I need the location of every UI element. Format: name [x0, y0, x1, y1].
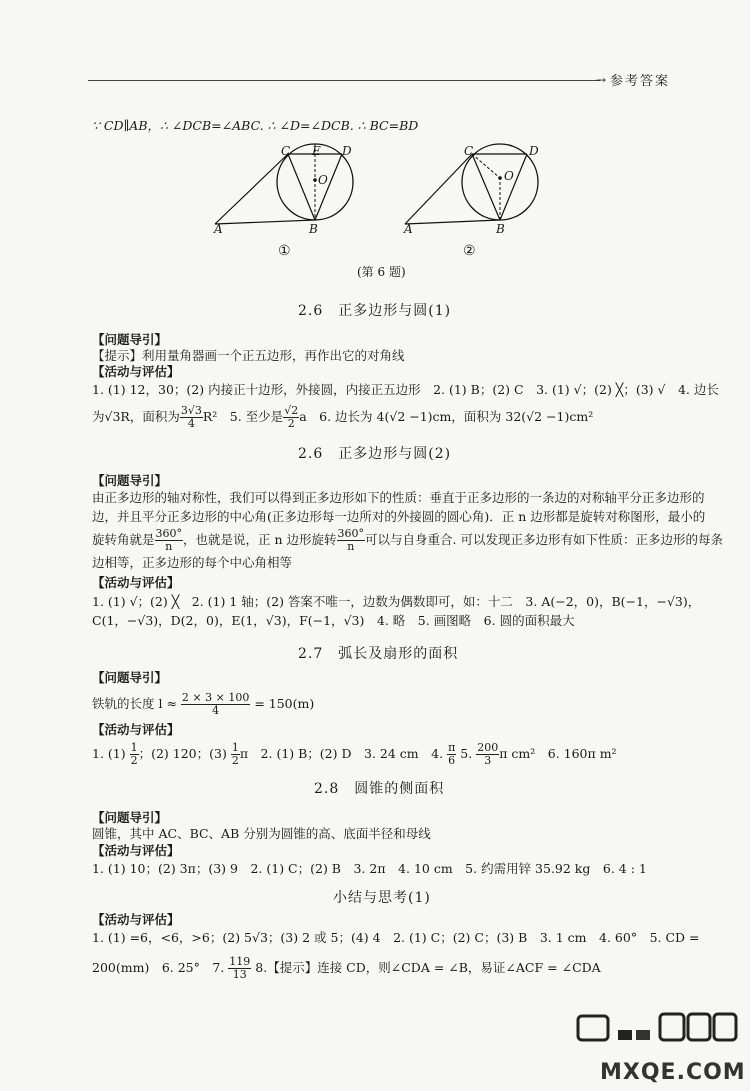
- frac-num: 3√3: [180, 404, 202, 417]
- s27-formula: [92, 692, 314, 717]
- line-cb: [288, 154, 315, 220]
- fraction: [283, 405, 299, 430]
- figure-1-number: ①: [278, 243, 291, 259]
- label-d1: D: [342, 144, 352, 158]
- frac-den: 4: [212, 704, 220, 717]
- s26a-ans2-b: R² 5. 至少是: [202, 409, 284, 424]
- s26b-guide-tag: 【问题导引】: [92, 473, 168, 488]
- label-o2: O: [504, 169, 514, 183]
- s27-guide-tag: 【问题导引】: [92, 670, 168, 685]
- frac-num: 200: [477, 741, 499, 754]
- s26b-answer-2: C(1，−√3)，D(2，0)，E(1，√3)，F(−1，√3) 4. 略 5. 画图略 6. 圆的面积最大: [92, 613, 575, 628]
- s26a-guide-tag: 【问题导引】: [92, 332, 168, 347]
- label-a2: A: [404, 222, 413, 236]
- s26b-text-4: 边相等，正多边形的每个中心角相等: [92, 555, 293, 570]
- frac-num: 1: [130, 741, 138, 754]
- frac-num: 119: [229, 955, 251, 968]
- s28-guide-tag: 【问题导引】: [92, 810, 168, 825]
- s26a-eval-tag: 【活动与评估】: [92, 364, 180, 379]
- s27-d: 5.: [460, 746, 473, 761]
- frac-den: 2: [287, 417, 295, 430]
- heading-2-8: 2.8 圆锥的侧面积: [314, 781, 445, 797]
- label-o1: O: [318, 173, 328, 187]
- label-d2: D: [529, 144, 539, 158]
- s27-formula-b: = 150(m): [254, 696, 315, 711]
- s26a-answer-2: [92, 405, 593, 430]
- s26b-t3-a: 旋转角就是: [92, 532, 155, 547]
- fraction: [447, 742, 456, 767]
- line-ab-2: [405, 220, 500, 224]
- sum1-answer-1: 1. (1) =6，<6，>6；(2) 5√3；(3) 2 或 5；(4) 4 2. (1) C；(2) C；(3) B 3. 1 cm 4. 60° 5. CD =: [92, 930, 700, 945]
- sum1-a: 200(mm) 6. 25° 7.: [92, 960, 225, 975]
- header-rule: [88, 80, 600, 81]
- label-e1: E: [312, 144, 321, 158]
- center-o-2: [498, 176, 502, 180]
- frac-den: 13: [232, 968, 247, 981]
- label-b1: B: [309, 222, 318, 236]
- line-cb-2: [472, 154, 500, 220]
- s27-e: π cm² 6. 160π m²: [499, 746, 617, 761]
- line-db-2: [500, 154, 527, 220]
- sum1-b: 8.【提示】连接 CD，则∠CDA = ∠B，易证∠ACF = ∠CDA: [255, 960, 601, 975]
- s27-a: 1. (1): [92, 746, 126, 761]
- label-c1: C: [281, 144, 291, 158]
- figure-2-number: ②: [463, 243, 476, 259]
- s26a-answer-1: 1. (1) 12，30；(2) 内接正十边形，外接圆，内接正五边形 2. (1) B；(2) C 3. (1) √；(2) ╳；(3) √ 4. 边长: [92, 382, 719, 397]
- label-c2: C: [464, 144, 474, 158]
- fraction: [228, 956, 251, 981]
- header-title: 参考答案: [610, 74, 671, 89]
- center-o: [313, 178, 317, 182]
- s26b-t3-c: 可以与自身重合. 可以发现正多边形有如下性质：正多边形的每条: [365, 532, 723, 547]
- frac-num: 1: [231, 741, 239, 754]
- fraction: [337, 528, 366, 553]
- line-ca-2: [405, 154, 472, 224]
- heading-2-6-1: 2.6 正多边形与圆(1): [298, 303, 452, 319]
- s27-answer: [92, 742, 617, 767]
- frac-den: 4: [187, 417, 195, 430]
- s26b-text-1: 由正多边形的轴对称性，我们可以得到正多边形如下的性质：垂直于正多边形的一条边的对称轴平分正多边形的: [92, 490, 705, 505]
- fraction: [476, 742, 499, 767]
- frac-den: 2: [231, 754, 239, 767]
- frac-den: 2: [130, 754, 138, 767]
- frac-num: π: [448, 741, 456, 754]
- heading-2-6-2: 2.6 正多边形与圆(2): [298, 446, 452, 462]
- label-a1: A: [214, 222, 223, 236]
- line-co-dashed: [472, 154, 500, 178]
- heading-summary-1: 小结与思考(1): [333, 890, 431, 906]
- frac-den: 3: [484, 754, 492, 767]
- arrow-icon: →: [596, 73, 607, 87]
- s26a-ans2-c: a 6. 边长为 4(√2 −1)cm，面积为 32(√2 −1)cm²: [299, 409, 594, 424]
- s26a-ans2-a: 为√3R，面积为: [92, 409, 180, 424]
- s27-c: π 2. (1) B；(2) D 3. 24 cm 4.: [239, 746, 444, 761]
- watermark-logo: [570, 1008, 740, 1048]
- frac-num: 360°: [337, 527, 365, 540]
- sum1-eval-tag: 【活动与评估】: [92, 912, 180, 927]
- frac-den: 6: [448, 754, 456, 767]
- s28-text: 圆锥，其中 AC、BC、AB 分别为圆锥的高、底面半径和母线: [92, 826, 431, 841]
- line-ab: [215, 220, 315, 224]
- line-db: [315, 154, 342, 220]
- s27-eval-tag: 【活动与评估】: [92, 722, 180, 737]
- s26b-answer-1: 1. (1) √；(2) ╳ 2. (1) 1 轴；(2) 答案不唯一，边数为偶数即可，如：十二 3. A(−2，0)，B(−1，−√3)，: [92, 594, 701, 609]
- watermark-text: MXQE.COM: [600, 1060, 746, 1085]
- figure-caption: (第 6 题): [357, 265, 406, 279]
- fraction: [130, 742, 139, 767]
- fraction: [181, 692, 250, 717]
- frac-num: 360°: [155, 527, 183, 540]
- frac-den: n: [165, 540, 173, 553]
- s26b-text-2: 边，并且平分正多边形的中心角(正多边形每一边所对的外接圆的圆心角)．正 n 边形都是旋转对称图形，最小的: [92, 509, 706, 524]
- fraction: [231, 742, 240, 767]
- s28-answer: 1. (1) 10；(2) 3π；(3) 9 2. (1) C；(2) B 3. 2π 4. 10 cm 5. 约需用锌 35.92 kg 6. 4 : 1: [92, 861, 647, 876]
- frac-den: n: [347, 540, 355, 553]
- fraction: [180, 405, 203, 430]
- s27-formula-a: 铁轨的长度 l ≈: [92, 696, 177, 711]
- s26a-hint: 【提示】利用量角器画一个正五边形，再作出它的对角线: [92, 348, 405, 363]
- s26b-t3-b: ，也就是说，正 n 边形旋转: [183, 532, 337, 547]
- s26b-eval-tag: 【活动与评估】: [92, 575, 180, 590]
- fraction: [155, 528, 184, 553]
- s26b-text-3: [92, 528, 723, 553]
- frac-num: 2 × 3 × 100: [181, 691, 250, 704]
- intro-line: ∵ CD∥AB，∴ ∠DCB=∠ABC. ∴ ∠D=∠DCB. ∴ BC=BD: [92, 118, 419, 133]
- heading-2-7: 2.7 弧长及扇形的面积: [298, 646, 459, 662]
- s27-b: ；(2) 120；(3): [138, 746, 227, 761]
- sum1-answer-2: [92, 956, 601, 981]
- frac-num: √2: [284, 404, 299, 417]
- label-b2: B: [496, 222, 505, 236]
- s28-eval-tag: 【活动与评估】: [92, 843, 180, 858]
